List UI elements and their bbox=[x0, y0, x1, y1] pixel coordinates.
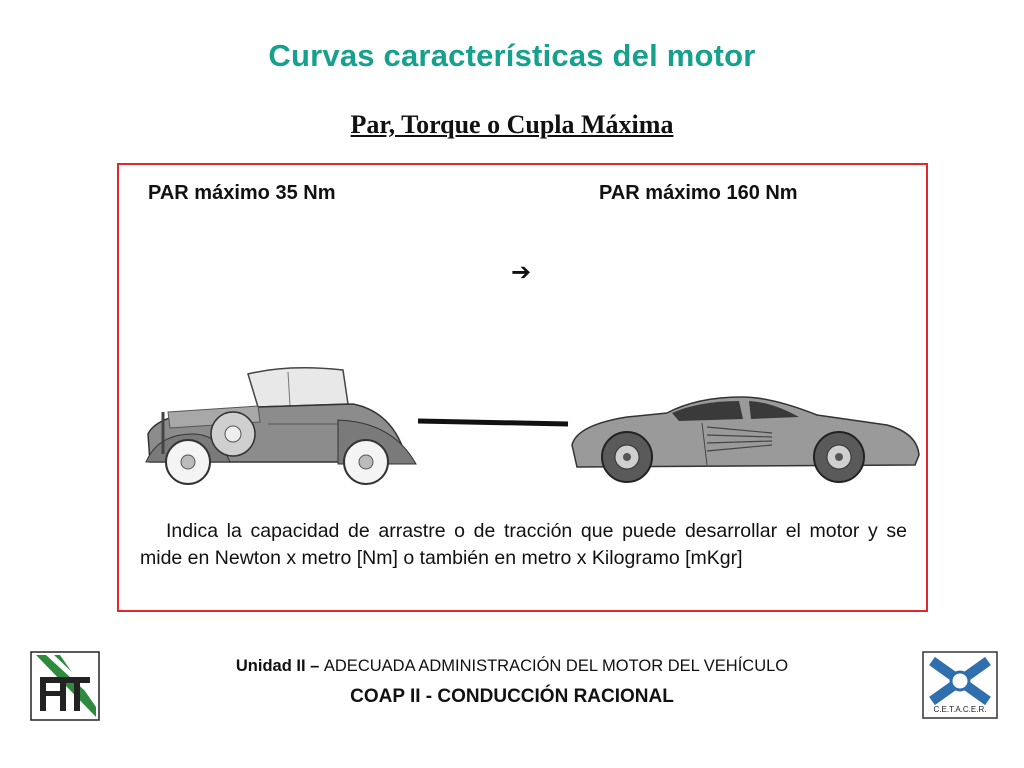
footer-unit-line bbox=[0, 657, 1024, 676]
footer-unit-text: ADECUADA ADMINISTRACIÓN DEL MOTOR DEL VEHÍCULO bbox=[323, 657, 789, 675]
description-paragraph: Indica la capacidad de arrastre o de tracción que puede desarrollar el motor y se mide en Newton x metro [Nm] o también en metro x Kilogramo [mKgr] bbox=[140, 520, 907, 569]
page-title: Curvas características del motor bbox=[268, 38, 756, 73]
arrow-right-icon: ➔ bbox=[511, 259, 532, 286]
footer-unit-prefix: Unidad II – bbox=[235, 657, 324, 675]
classic-car-illustration bbox=[138, 362, 423, 490]
cetacer-logo-caption: C.E.T.A.C.E.R. bbox=[933, 705, 987, 714]
footer-course: COAP II - CONDUCCIÓN RACIONAL bbox=[350, 686, 674, 707]
sports-car-illustration bbox=[567, 385, 922, 485]
tow-bar bbox=[418, 415, 570, 429]
par-label-left: PAR máximo 35 Nm bbox=[148, 182, 336, 204]
section-subtitle: Par, Torque o Cupla Máxima bbox=[350, 110, 674, 139]
par-label-right: PAR máximo 160 Nm bbox=[599, 182, 798, 204]
